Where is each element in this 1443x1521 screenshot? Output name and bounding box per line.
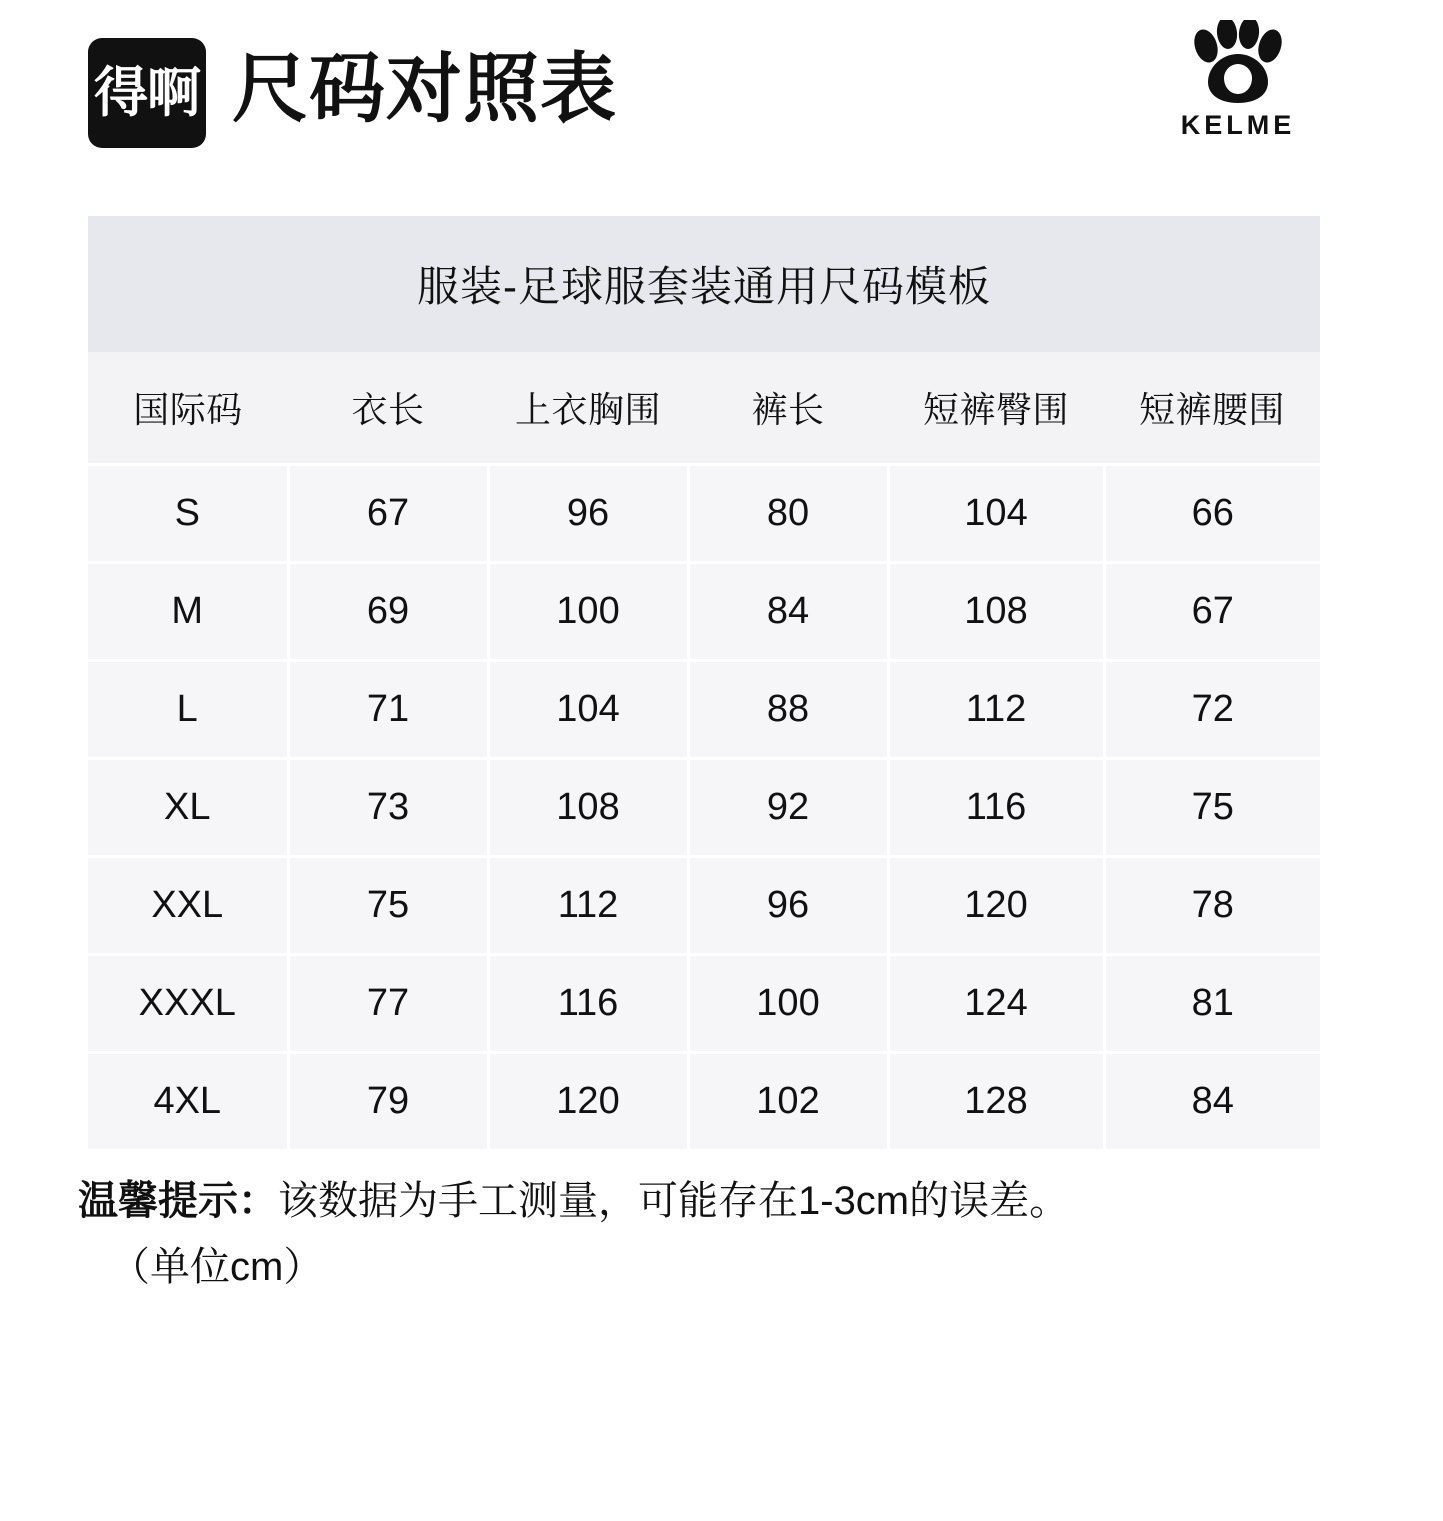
- column-header-pants-length: 裤长: [688, 352, 888, 465]
- column-header-top-chest: 上衣胸围: [488, 352, 688, 465]
- cell-size: XL: [88, 759, 288, 857]
- cell-top-chest: 112: [488, 857, 688, 955]
- cell-shorts-hip: 104: [888, 465, 1104, 563]
- cell-top-chest: 104: [488, 661, 688, 759]
- cell-pants-length: 92: [688, 759, 888, 857]
- cell-pants-length: 84: [688, 563, 888, 661]
- brand-logo-mark: [88, 38, 206, 148]
- cell-top-chest: 116: [488, 955, 688, 1053]
- table-row: [88, 857, 1320, 955]
- kelme-logo-text: KELME: [1180, 110, 1296, 140]
- cell-top-chest: 96: [488, 465, 688, 563]
- cell-top-length: 73: [288, 759, 488, 857]
- column-header-shorts-hip: 短裤臀围: [888, 352, 1104, 465]
- cell-size: 4XL: [88, 1053, 288, 1150]
- size-table-caption: 服装-足球服套装通用尺码模板: [88, 216, 1320, 352]
- cell-top-length: 75: [288, 857, 488, 955]
- table-row: [88, 563, 1320, 661]
- cell-shorts-hip: 128: [888, 1053, 1104, 1150]
- cell-shorts-waist: 81: [1104, 955, 1320, 1053]
- cell-top-length: 69: [288, 563, 488, 661]
- cell-shorts-hip: 124: [888, 955, 1104, 1053]
- cell-pants-length: 102: [688, 1053, 888, 1150]
- cell-top-length: 67: [288, 465, 488, 563]
- cell-size: L: [88, 661, 288, 759]
- cell-top-length: 77: [288, 955, 488, 1053]
- measurement-note: [78, 1171, 1355, 1297]
- cell-size: M: [88, 563, 288, 661]
- paw-print-icon: [1186, 20, 1290, 106]
- table-row: [88, 1053, 1320, 1150]
- note-text: 该数据为手工测量，可能存在1-3cm的误差。: [278, 1179, 1070, 1223]
- cell-size: S: [88, 465, 288, 563]
- kelme-logo: [1163, 20, 1313, 141]
- size-table: [88, 216, 1320, 1149]
- table-row: [88, 955, 1320, 1053]
- cell-shorts-hip: 116: [888, 759, 1104, 857]
- cell-top-chest: 120: [488, 1053, 688, 1150]
- brand-logo-text: 得啊: [94, 61, 200, 124]
- cell-shorts-waist: 78: [1104, 857, 1320, 955]
- cell-shorts-waist: 67: [1104, 563, 1320, 661]
- page-title: 尺码对照表: [232, 47, 617, 132]
- cell-shorts-waist: 72: [1104, 661, 1320, 759]
- cell-pants-length: 100: [688, 955, 888, 1053]
- column-header-top-length: 衣长: [288, 352, 488, 465]
- cell-top-chest: 108: [488, 759, 688, 857]
- column-header-international-size: 国际码: [88, 352, 288, 465]
- cell-shorts-hip: 112: [888, 661, 1104, 759]
- note-label: 温馨提示：: [78, 1179, 278, 1223]
- table-row: [88, 661, 1320, 759]
- cell-pants-length: 96: [688, 857, 888, 955]
- cell-size: XXL: [88, 857, 288, 955]
- note-unit: （单位cm）: [110, 1245, 324, 1289]
- cell-shorts-hip: 120: [888, 857, 1104, 955]
- cell-shorts-waist: 66: [1104, 465, 1320, 563]
- size-table-wrapper: [88, 216, 1320, 1149]
- cell-top-chest: 100: [488, 563, 688, 661]
- cell-pants-length: 80: [688, 465, 888, 563]
- table-row: [88, 759, 1320, 857]
- table-header-row: [88, 352, 1320, 465]
- page-header: [0, 0, 1443, 180]
- column-header-shorts-waist: 短裤腰围: [1104, 352, 1320, 465]
- cell-shorts-waist: 75: [1104, 759, 1320, 857]
- cell-top-length: 79: [288, 1053, 488, 1150]
- cell-shorts-hip: 108: [888, 563, 1104, 661]
- table-row: [88, 465, 1320, 563]
- cell-size: XXXL: [88, 955, 288, 1053]
- cell-pants-length: 88: [688, 661, 888, 759]
- cell-shorts-waist: 84: [1104, 1053, 1320, 1150]
- cell-top-length: 71: [288, 661, 488, 759]
